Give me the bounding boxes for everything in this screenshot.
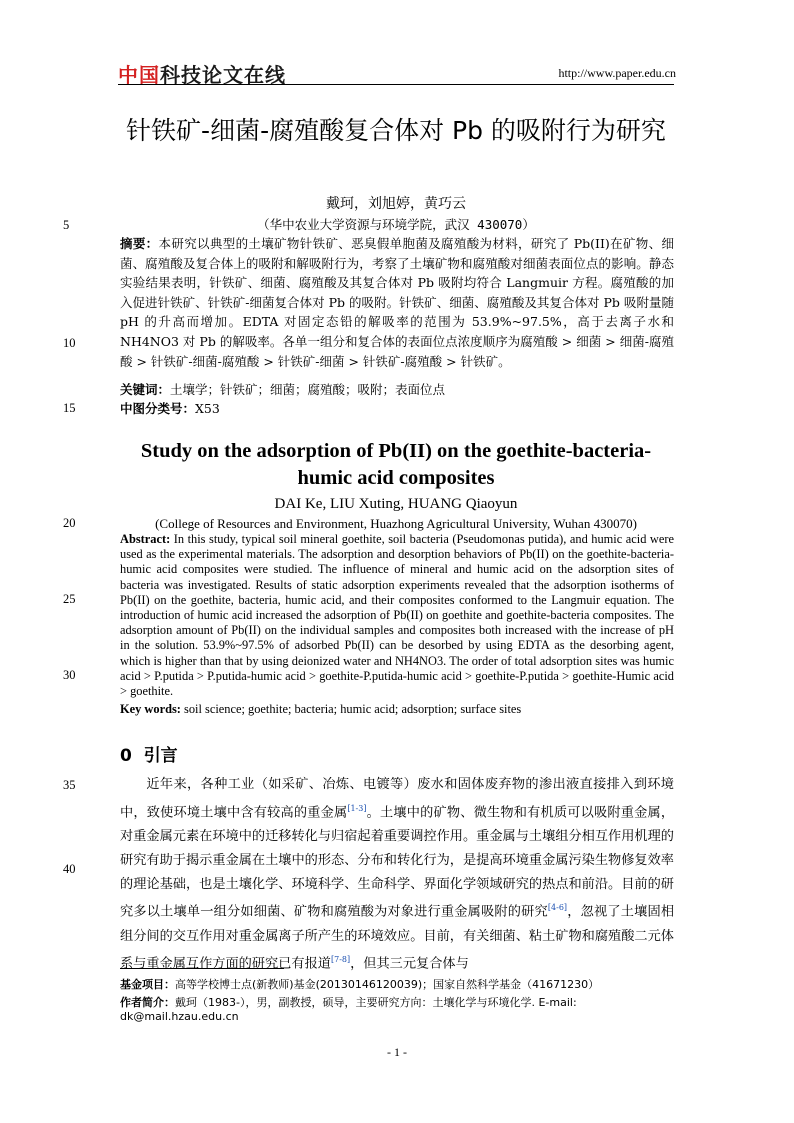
authors-cn: 戴珂，刘旭婷，黄巧云 [326,196,466,212]
intro-text: ，但其三元复合体与 [350,956,469,972]
fund-label: 基金项目： [120,978,175,991]
abstract-en-text: In this study, typical soil mineral goethite, soil bacteria (Pseudomonas putida), and humic acid were used as the experimental materials. The adsorption and desorption behaviors of Pb(II) on the goethite-bacteria-humic acid composites were studied. The influence of mineral and humic acid on the adsorption sites of bacteria was investigated. Results of static adsorption experiments revealed that the adsorption isotherms of Pb(II) on the goethite, bacteria, humic acid, and their composites conformed to the Langmuir equation. The introduction of humic acid increased the adsorption of Pb(II) on goethite and goethite-bacteria composites. The adsorption amount of Pb(II) on the individual samples and composites both increased with the increase of pH in the solution. 53.9%~97.5% of adsorbed Pb(II) can be desorbed by using EDTA as the desorbing agent, which is higher than that by using deionized water and NH4NO3. The order of total adsorption sites was humic acid > P.putida > P.putida-humic acid > goethite-P.putida-humic acid > goethite-P.putida > goethite-Humic acid > goethite. [120,532,674,699]
keywords-cn-label: 关键词： [120,382,171,397]
page-number: - 1 - [387,1045,407,1059]
citation-link[interactable]: [4-6] [547,903,568,913]
section-number: 0 [120,746,132,766]
citation-link[interactable]: [7-8] [331,955,351,965]
clc-cn-text: X53 [195,401,220,416]
affiliation-cn: （华中农业大学资源与环境学院，武汉 430070） [257,217,535,232]
abstract-en [120,532,674,699]
line-number: 40 [63,862,76,876]
line-number: 35 [63,778,76,792]
authors-en: DAI Ke, LIU Xuting, HUANG Qiaoyun [274,496,518,512]
line-number: 20 [63,516,76,530]
footnote-fund [120,976,680,992]
abstract-cn [120,234,674,371]
keywords-cn-text: 土壤学；针铁矿；细菌；腐殖酸；吸附；表面位点 [170,382,446,397]
footnote-author [120,994,680,1023]
line-number: 30 [63,668,76,682]
footnote-rule [120,968,284,969]
intro-text: ，忽视了土壤固相组分间的交互作用对重金属离子所产生的环境效应。目前，有关细菌、粘土矿物和腐殖酸二元体系与重金属互作方面的研究已有报道 [120,904,675,972]
citation-link[interactable]: [1-3] [347,803,367,813]
keywords-en-label: Key words: [120,702,181,716]
line-number: 25 [63,592,76,606]
intro-text: 。土壤中的矿物、微生物和有机质可以吸附重金属，对重金属元素在环境中的迁移转化与归宿起着重要调控作用。重金属与土壤组分相互作用机理的研究有助于揭示重金属在土壤中的形态、分布和转化行为，是提高环境重金属污染生物修复效率的理论基础，也是土壤化学、环境科学、生命科学、界面化学领域研究的热点和前沿。目前的研究多以土壤单一组分如细菌、矿物和腐殖酸为对象进行重金属吸附的研究 [120,805,675,920]
intro-paragraph [120,773,674,977]
section-heading [120,741,178,766]
abstract-en-label: Abstract: [120,532,171,546]
section-title: 引言 [143,746,178,766]
abstract-cn-label: 摘要： [120,236,159,251]
abstract-cn-text: 本研究以典型的土壤矿物针铁矿、恶臭假单胞菌及腐殖酸为材料，研究了 Pb(II)在矿物、细菌、腐殖酸及复合体上的吸附和解吸附行为，考察了土壤矿物和腐殖酸对细菌表面位点的影响。静态实验结果表明，针铁矿、细菌、腐殖酸及其复合体对 Pb 吸附均符合 Langmuir 方程。腐殖酸的加入促进针铁矿、针铁矿-细菌复合体对 Pb 的吸附。针铁矿、细菌、腐殖酸及其复合体对 Pb 吸附量随 pH 的升高而增加。EDTA 对固定态铅的解吸率的范围为 53.9%~97.5%，高于去离子水和 NH4NO3 对 Pb 的解吸率。各单一组分和复合体的表面位点浓度顺序为腐殖酸 > 细菌 > 细菌-腐殖酸 > 针铁矿-细菌-腐殖酸 > 针铁矿-细菌 > 针铁矿-腐殖酸 > 针铁矿。 [120,236,674,369]
paper-title-en: Study on the adsorption of Pb(II) on the goethite-bacteria-humic acid composites [140,440,652,489]
logo-text: 科技论文在线 [160,63,286,87]
author-bio-label: 作者简介： [120,996,175,1009]
clc-cn [120,399,674,419]
keywords-en [120,702,674,717]
logo-red-text: 中国 [118,63,160,87]
line-number: 5 [63,218,70,232]
fund-text: 高等学校博士点(新教师)基金(20130146120039)；国家自然科学基金（41671230） [175,978,600,991]
header-url[interactable]: http://www.paper.edu.cn [558,66,676,80]
intro-text: 近年来，各种工业（如采矿、冶炼、电镀等）废水和固体废弃物的渗出液直接排入到环境中，致使环境土壤中含有较高的重金属 [120,777,674,821]
clc-cn-label: 中图分类号： [120,401,196,416]
keywords-cn [120,380,674,400]
line-number: 15 [63,401,76,415]
affiliation-en: (College of Resources and Environment, Huazhong Agricultural University, Wuhan 430070) [155,516,637,531]
author-bio-text: 戴珂（1983-），男，副教授，硕导，主要研究方向：土壤化学与环境化学. E-mail: dk@mail.hzau.edu.cn [120,996,577,1023]
keywords-en-text: soil science; goethite; bacteria; humic acid; adsorption; surface sites [184,702,522,716]
paper-title-cn: 针铁矿-细菌-腐殖酸复合体对 Pb 的吸附行为研究 [126,116,666,145]
header-rule [118,84,674,85]
line-number: 10 [63,336,76,350]
